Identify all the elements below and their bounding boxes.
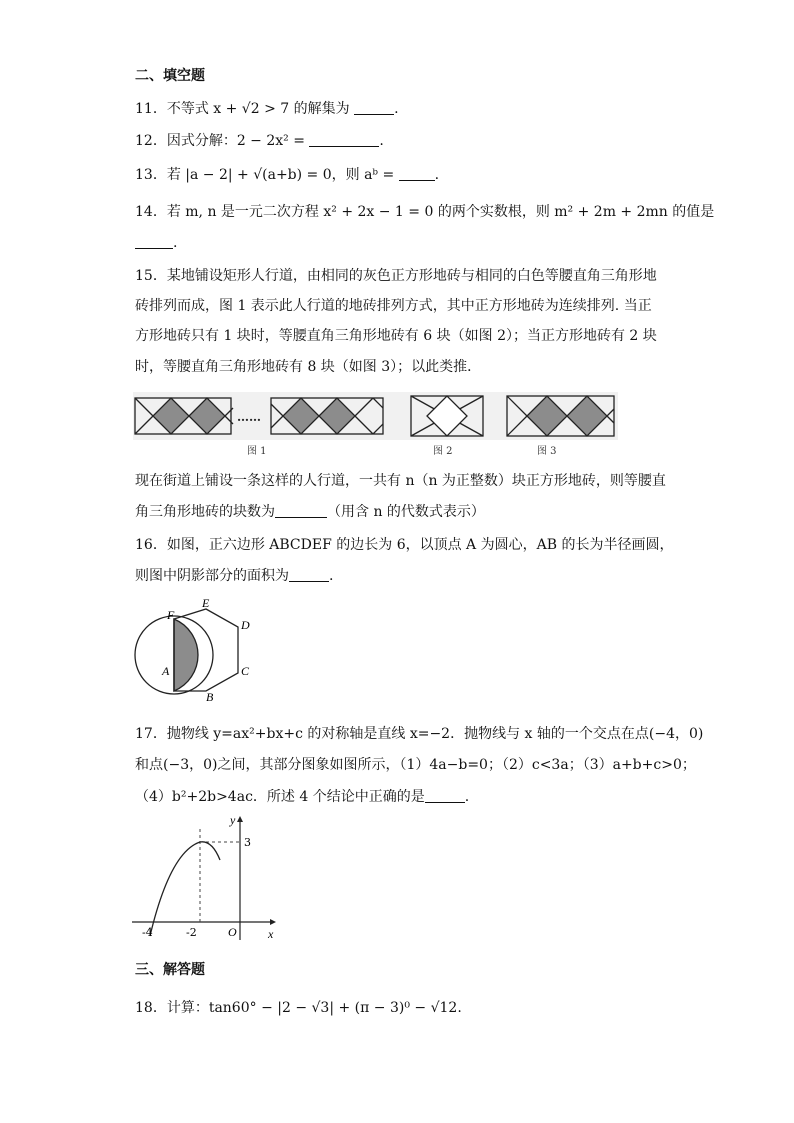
hexagon-circle-svg (130, 595, 260, 707)
question-15-line-5: 现在街道上铺设一条这样的人行道，一共有 n（n 为正整数）块正方形地砖，则等腰直 (135, 473, 666, 489)
period: . (173, 235, 178, 251)
tick-3: 3 (244, 836, 251, 849)
question-17-line-3-text: （4）b²+2b>4ac．所述 4 个结论中正确的是 (135, 789, 425, 805)
question-14-answer-line (135, 233, 177, 253)
tick-neg4: -4 (142, 926, 153, 939)
question-15-line-4: 时，等腰直角三角形地砖有 8 块（如图 3）；以此类推． (135, 359, 482, 375)
period: . (434, 167, 440, 183)
figure-1-label: 图 1 (247, 446, 267, 457)
question-11 (135, 99, 399, 119)
section-title: 三、解答题 (135, 962, 205, 978)
tile-figures (133, 392, 618, 458)
period: . (457, 1000, 462, 1016)
answer-blank (399, 166, 435, 181)
label-A: A (162, 664, 170, 678)
answer-blank (275, 503, 327, 518)
origin-label: O (228, 925, 237, 939)
period: . (329, 568, 334, 584)
question-17-line-1: 17．抛物线 y=ax²+bx+c 的对称轴是直线 x=−2．抛物线与 x 轴的一个交点在点(−4，0) (135, 726, 704, 742)
label-B: B (206, 690, 214, 704)
question-18-text: 18．计算：tan60° − |2 − √3| + (π − 3)⁰ − √12 (135, 1000, 458, 1016)
period: . (394, 101, 399, 117)
question-17-line-3 (135, 787, 469, 807)
parabola-graph (130, 812, 280, 944)
x-axis-label: x (268, 927, 274, 941)
question-18 (135, 998, 462, 1018)
answer-blank (135, 234, 173, 249)
answer-blank (309, 132, 379, 147)
period: . (379, 133, 384, 149)
question-14-text: 14．若 m, n 是一元二次方程 x² + 2x − 1 = 0 的两个实数根，则 m² + 2m + 2mn 的值是 (135, 204, 715, 220)
answer-blank (289, 567, 329, 582)
question-13-text: 13．若 |a − 2| + √(a+b) = 0，则 aᵇ = (135, 167, 395, 183)
period: . (464, 789, 470, 805)
answer-blank (354, 100, 394, 115)
question-15-line-1: 15．某地铺设矩形人行道，由相同的灰色正方形地砖与相同的白色等腰直角三角形地 (135, 268, 657, 284)
question-16-line-2-text: 则图中阴影部分的面积为 (135, 568, 289, 584)
question-16-line-2 (135, 566, 333, 586)
question-11-text: 11．不等式 x + √2 > 7 的解集为 (135, 101, 350, 117)
question-16-line-1: 16．如图，正六边形 ABCDEF 的边长为 6，以顶点 A 为圆心，AB 的长为半径画圆， (135, 537, 674, 553)
figure-2-label: 图 2 (433, 446, 453, 457)
label-E: E (202, 596, 210, 610)
label-D: D (241, 618, 250, 632)
question-15-line-6-note: （用含 n 的代数式表示） (327, 504, 485, 520)
hexagon-circle-figure (130, 595, 260, 707)
tile-figures-svg (133, 392, 618, 458)
question-15-line-2: 砖排列而成，图 1 表示此人行道的地砖排列方式，其中正方形地砖为连续排列. 当正 (135, 298, 652, 314)
label-C: C (241, 664, 250, 678)
label-F: F (167, 608, 175, 622)
section-title: 二、填空题 (135, 68, 205, 84)
tick-neg2: -2 (186, 926, 197, 939)
question-17-line-2: 和点(−3，0)之间，其部分图象如图所示，（1）4a−b=0；（2）c<3a；（3）a+b+c>0； (135, 757, 696, 773)
figure-3-label: 图 3 (537, 446, 557, 457)
question-15-line-6 (135, 502, 485, 522)
parabola-graph-svg (130, 812, 280, 944)
y-axis-label: y (230, 813, 236, 827)
answer-blank (425, 788, 465, 803)
question-15-line-6-text: 角三角形地砖的块数为 (135, 504, 275, 520)
question-12-text: 12．因式分解：2 − 2x² = (135, 133, 305, 149)
question-14 (135, 202, 714, 222)
question-12 (135, 131, 384, 151)
question-13 (135, 165, 439, 185)
ellipsis: …… (237, 410, 261, 424)
question-15-line-3: 方形地砖只有 1 块时，等腰直角三角形地砖有 6 块（如图 2）；当正方形地砖有 2 块 (135, 328, 657, 344)
